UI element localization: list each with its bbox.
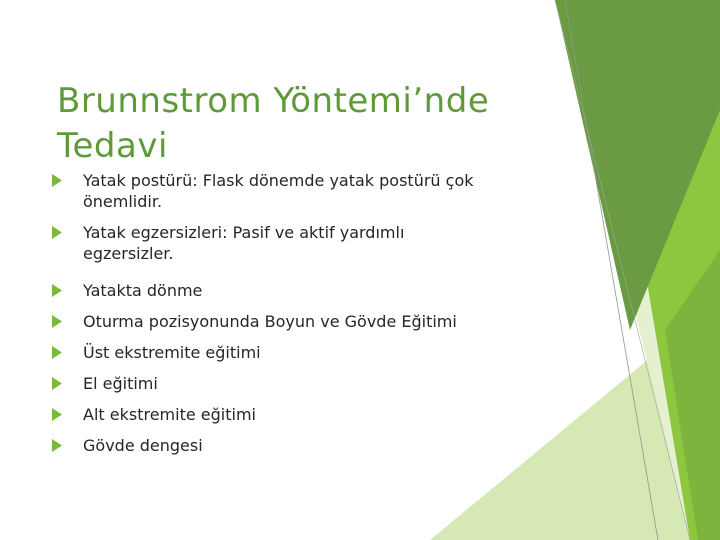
slide-title-line-1: Brunnstrom Yöntemi’nde <box>57 80 490 121</box>
diamond-bullet-icon <box>52 174 62 187</box>
diamond-bullet-icon <box>52 284 62 297</box>
diamond-bullet-icon <box>52 439 62 452</box>
bullet-item <box>52 311 552 342</box>
bullet-item <box>52 373 552 404</box>
bullet-list <box>52 170 552 466</box>
bullet-item <box>52 404 552 435</box>
bullet-item <box>52 342 552 373</box>
bullet-item <box>52 220 552 280</box>
bullet-text: Yatak postürü: Flask dönemde yatak postürü çok önemlidir. <box>83 171 474 211</box>
bullet-text: Oturma pozisyonunda Boyun ve Gövde Eğitimi <box>83 312 457 331</box>
diamond-bullet-icon <box>52 226 62 239</box>
diamond-bullet-icon <box>52 408 62 421</box>
bullet-text: El eğitimi <box>83 374 158 393</box>
bullet-text: Yatakta dönme <box>83 281 203 300</box>
bullet-text: Yatak egzersizleri: Pasif ve aktif yardımlı egzersizler. <box>83 223 405 263</box>
slide-title-line-2: Tedavi <box>57 125 168 166</box>
bullet-item <box>52 280 552 311</box>
bullet-item <box>52 170 552 220</box>
slide-title <box>57 79 557 169</box>
diamond-bullet-icon <box>52 346 62 359</box>
bullet-text: Alt ekstremite eğitimi <box>83 405 256 424</box>
diamond-bullet-icon <box>52 315 62 328</box>
diamond-bullet-icon <box>52 377 62 390</box>
bullet-text: Üst ekstremite eğitimi <box>83 343 261 362</box>
bullet-text: Gövde dengesi <box>83 436 203 455</box>
bullet-item <box>52 435 552 466</box>
